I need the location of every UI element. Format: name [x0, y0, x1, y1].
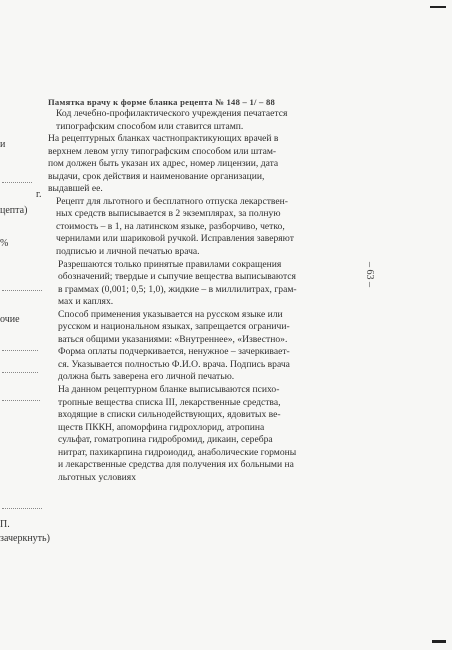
paragraph-stamp-code [48, 108, 410, 133]
memo-title: Памятка врачу к форме бланка рецепта № 148 – 1/ – 88 [48, 97, 276, 107]
left-fragment: очие [0, 314, 20, 325]
text-line: верхнем левом углу типографским способом или штам- [48, 145, 277, 157]
text-line: ных средств выписывается в 2 экземплярах, за полную [56, 208, 281, 220]
scan-edge-mark-top [430, 6, 446, 8]
left-fragment-rule [2, 290, 42, 291]
left-fragment-rule [2, 372, 38, 373]
text-line: стоимость – в 1, на латинском языке, разборчиво, четко, [56, 220, 285, 232]
paragraph-substances [48, 384, 410, 484]
text-line: На рецептурных бланках частнопрактикующих врачей в [48, 133, 279, 145]
text-line: подписью и личной печатью врача. [56, 246, 200, 258]
paragraph-usage [48, 309, 410, 384]
text-line: обозначений; твердые и сыпучие вещества выписываются [58, 271, 296, 283]
text-line: На данном рецептурном бланке выписываются психо- [58, 384, 280, 396]
left-fragment-rule [2, 400, 40, 401]
text-line: выдачи, срок действия и наименование организации, [48, 170, 265, 182]
text-line: нитрат, пахикарпина гидроиодид, анаболические гормоны [58, 446, 297, 458]
left-fragment-rule [2, 508, 42, 509]
left-fragment: цепта) [0, 205, 28, 216]
text-line: сульфат, гоматропина гидробромид, дикаин, серебра [58, 434, 273, 446]
text-line: мах и каплях. [58, 296, 114, 308]
text-line: тропные вещества списка III, лекарственные средства, [58, 396, 281, 408]
text-line: Способ применения указывается на русском языке или [58, 308, 283, 320]
left-fragment: % [0, 238, 9, 249]
text-line: Рецепт для льготного и бесплатного отпуска лекарствен- [56, 195, 288, 207]
left-fragment: зачеркнуть) [0, 533, 50, 544]
text-line: льготных условиях [58, 471, 137, 483]
left-fragment: г. [36, 189, 42, 200]
paragraph-copies [48, 196, 410, 259]
text-line: ществ ПККН, апоморфина гидрохлорид, атропина [58, 421, 265, 433]
paragraph-abbreviations [48, 259, 410, 309]
scan-edge-mark-bottom [432, 640, 446, 643]
text-line: и лекарственные средства для получения их больными на [58, 459, 294, 471]
paragraph-private-practice [48, 133, 410, 196]
text-line: чернилами или шариковой ручкой. Исправления заверяют [56, 233, 294, 245]
left-fragment: и [0, 139, 6, 150]
text-line: выдавшей ее. [48, 183, 103, 195]
text-line: русском и национальном языках, запрещается ограничи- [58, 321, 290, 333]
text-line: Разрешаются только принятые правилами сокращения [58, 258, 282, 270]
memo-body [48, 108, 410, 484]
text-line: типографским способом или ставится штамп. [56, 120, 244, 132]
text-line: должна быть заверена его личной печатью. [58, 371, 235, 383]
text-line: в граммах (0,001; 0,5; 1,0), жидкие – в миллилитрах, грам- [58, 283, 297, 295]
left-fragment: П. [0, 519, 10, 530]
text-line: входящие в списки сильнодействующих, ядовитых ве- [58, 409, 281, 421]
left-fragment-rule [2, 350, 38, 351]
left-fragment-rule [2, 182, 32, 183]
text-line: Форма оплаты подчеркивается, ненужное – зачеркивает- [58, 346, 290, 358]
text-line: Код лечебно-профилактического учреждения печатается [56, 108, 288, 119]
side-page-number: – 63 – [364, 262, 375, 287]
text-line: ся. Указывается полностью Ф.И.О. врача. Подпись врача [58, 358, 290, 370]
text-line: пом должен быть указан их адрес, номер лицензии, дата [48, 158, 279, 170]
text-line: ваться общими указаниями: «Внутреннее», «Известно». [58, 333, 288, 345]
